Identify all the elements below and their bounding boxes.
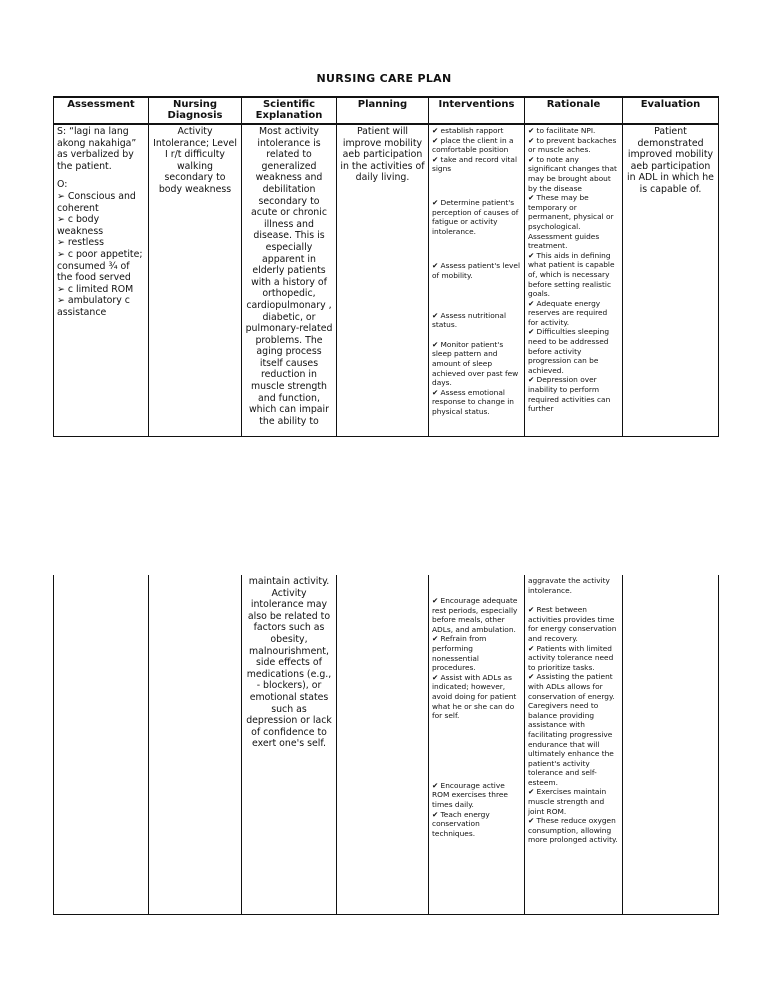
nursing-diagnosis-cell: Activity Intolerance; Level I r/t difficulty walking secondary to body weakness [149, 124, 242, 436]
evaluation-cell: Patient demonstrated improved mobility aeb participation in ADL in which he is capable of. [623, 124, 719, 436]
page-title: NURSING CARE PLAN [316, 72, 452, 85]
header-assessment: Assessment [54, 97, 149, 124]
planning-cell [337, 575, 429, 914]
assessment-cell [54, 124, 149, 436]
intervention-group: ✔ Assess nutritional status. [432, 310, 506, 330]
subjective-data: S: “lagi na lang akong nakahiga” as verbalized by the patient. [57, 126, 137, 172]
intervention-group: ✔ establish rapport ✔ place the client in a comfortable position ✔ take and record vital signs [432, 126, 517, 174]
care-plan-table-page-2 [53, 575, 719, 915]
intervention-group: ✔ Monitor patient's sleep pattern and amount of sleep achieved over past few days. ✔ Assess emotional response to change in physical status. [432, 339, 519, 416]
intervention-group: ✔ Determine patient's perception of causes of fatigue or activity intolerance. [432, 197, 519, 236]
scientific-explanation-cell: maintain activity. Activity intolerance may also be related to factors such as obesity, malnourishment, side effects of medications (e.g., - blockers), or emotional states such as depression or lack of confidence to exert one's self. [242, 575, 337, 914]
objective-data: O: ➢ Conscious and coherent ➢ c body weakness ➢ restless ➢ c poor appetite; consumed ¾ of the food served ➢ c limited ROM ➢ ambulatory c assistance [57, 179, 143, 318]
intervention-group: ✔ Encourage adequate rest periods, especially before meals, other ADLs, and ambulation. ✔ Refrain from performing nonessential procedures. ✔ Assist with ADLs as indicated; however, avoid doing for patient what he or she can do for self. [432, 596, 518, 721]
planning-cell: Patient will improve mobility aeb participation in the activities of daily living. [337, 124, 429, 436]
rationale-cell [525, 575, 623, 914]
header-planning: Planning [337, 97, 429, 124]
intervention-group: ✔ Encourage active ROM exercises three times daily. ✔ Teach energy conservation techniques. [432, 780, 508, 838]
evaluation-cell [623, 575, 719, 914]
scientific-explanation-cell: Most activity intolerance is related to generalized weakness and debilitation secondary to acute or chronic illness and disease. This is especially apparent in elderly patients with a history of orthopedic, cardiopulmonary , diabetic, or pulmonary-related problems. The aging process itself causes reduction in muscle strength and function, which can impair the ability to [242, 124, 337, 436]
header-scientific-explanation: Scientific Explanation [242, 97, 337, 124]
care-plan-table-page-1 [53, 96, 719, 437]
rationale-group: aggravate the activity intolerance. [528, 576, 610, 595]
interventions-cell [429, 575, 525, 914]
header-evaluation: Evaluation [623, 97, 719, 124]
table-row [54, 575, 719, 914]
interventions-cell [429, 124, 525, 436]
intervention-group: ✔ Assess patient's level of mobility. [432, 261, 521, 280]
rationale-group: ✔ Rest between activities provides time for energy conservation and recovery. ✔ Patients with limited activity tolerance need to prioritize tasks. ✔ Assisting the patient with ADLs allows for conservation of energy. Caregivers need to balance providing assistance with facilitating progressive endurance that will ultimately enhance the patient's activity tolerance and self-esteem. ✔ Exercises maintain muscle strength and joint ROM. ✔ These reduce oxygen consumption, allowing more prolonged activity. [528, 605, 618, 845]
nursing-diagnosis-cell [149, 575, 242, 914]
header-rationale: Rationale [525, 97, 623, 124]
header-row [54, 97, 719, 124]
assessment-cell [54, 575, 149, 914]
header-nursing-diagnosis: Nursing Diagnosis [149, 97, 242, 124]
header-interventions: Interventions [429, 97, 525, 124]
rationale-cell: ✔ to facilitate NPI. ✔ to prevent backaches or muscle aches. ✔ to note any significant changes that may be brought about by the disease ✔ These may be temporary or permanent, physical or psychological. Assessment guides treatment. ✔ This aids in defining what patient is capable of, which is necessary before setting realistic goals. ✔ Adequate energy reserves are required for activity. ✔ Difficulties sleeping need to be addressed before activity progression can be achieved. ✔ Depression over inability to perform required activities can further [525, 124, 623, 436]
table-row [54, 124, 719, 436]
